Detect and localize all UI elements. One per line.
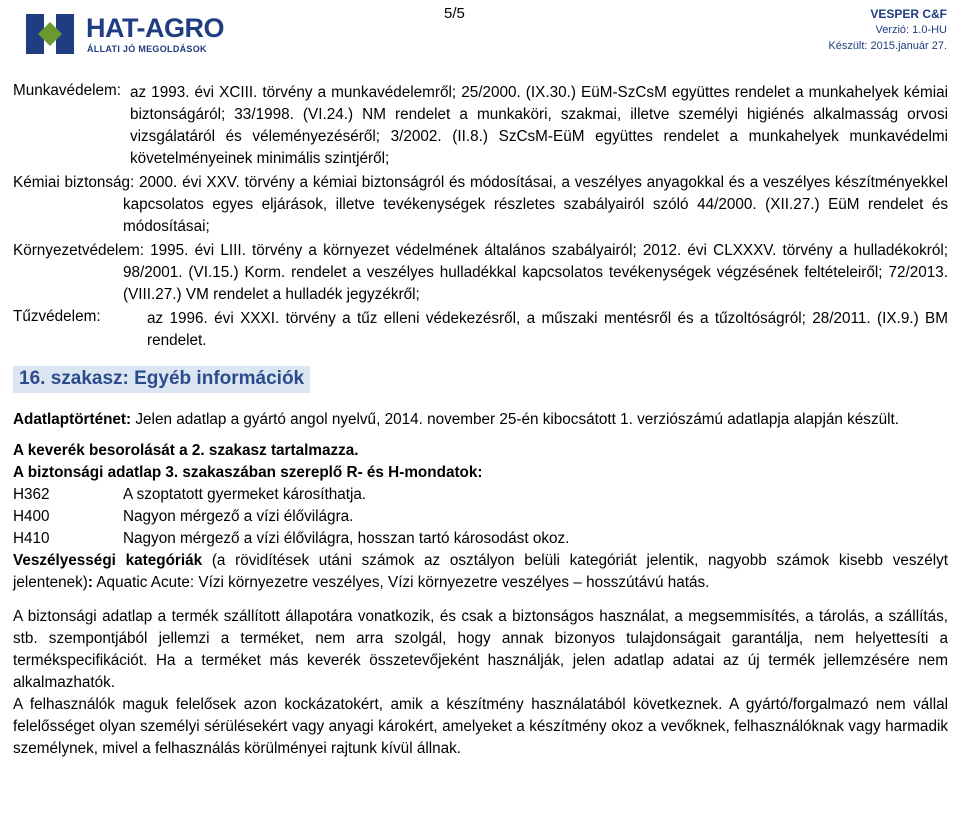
h-phrase-code: H400 bbox=[13, 508, 50, 525]
work-safety-label: Munkavédelem: bbox=[13, 82, 121, 99]
classification-note: A keverék besorolását a 2. szakasz tartalmazza. bbox=[13, 442, 359, 459]
h-phrase-row bbox=[13, 484, 948, 506]
h-phrase-text: A szoptatott gyermeket károsíthatja. bbox=[123, 486, 367, 503]
work-safety-regulation bbox=[13, 82, 948, 170]
version-label: Verzió: 1.0-HU bbox=[875, 24, 947, 36]
logo-tagline: ÁLLATI JÓ MEGOLDÁSOK bbox=[87, 44, 207, 54]
h-phrase-code: H362 bbox=[13, 486, 50, 503]
h-phrase-row bbox=[13, 506, 948, 528]
document-meta bbox=[828, 6, 947, 54]
page-header bbox=[0, 0, 960, 64]
history-label: Adatlaptörténet: bbox=[13, 411, 132, 428]
h-phrase-row bbox=[13, 528, 948, 550]
hazard-categories-label: Veszélyességi kategóriák bbox=[13, 552, 203, 569]
disclaimer-paragraph: A biztonsági adatlap a termék szállított állapotára vonatkozik, és csak a biztonságos használat, a megsemmisítés, a tárolás, a szállítás, stb. szempontjából jellemzi a terméket, nem arra szolgál, hogy annak bizonyos tulajdonságait garantálja, nem helyettesíti a termékspecifikációt. Ha a terméket más keverék összetevőjeként használják, jelen adatlap adatai az új termék jellemzésére nem alkalmazhatók. bbox=[13, 608, 948, 691]
product-name: VESPER C&F bbox=[870, 7, 947, 21]
section-16-title: 16. szakasz: Egyéb információk bbox=[13, 366, 310, 393]
h-phrase-text: Nagyon mérgező a vízi élővilágra. bbox=[123, 508, 354, 525]
work-safety-text: az 1993. évi XCIII. törvény a munkavédelemről; 25/2000. (IX.30.) EüM-SzCsM együttes rendelet a munkahelyek kémiai biztonságáról; 33/1998. (VI.24.) NM rendelet a munkaköri, szakmai, illetve személyi higiénés alkalmasság orvosi vizsgálatáról és véleményezéséről; 3/2002. (II.8.) SzCsM-EüM együttes rendelet a munkahelyek munkavédelmi követelményeinek minimális szintjéről; bbox=[129, 84, 948, 167]
h-phrase-text: Nagyon mérgező a vízi élővilágra, hosszan tartó károsodást okoz. bbox=[123, 530, 570, 547]
fire-label: Tűzvédelem: bbox=[13, 308, 101, 325]
prepared-date: Készült: 2015.január 27. bbox=[828, 40, 947, 52]
page-number: 5/5 bbox=[444, 5, 465, 22]
fire-text: az 1996. évi XXXI. törvény a tűz elleni védekezésről, a műszaki mentésről és a tűzoltóságról; 28/2011. (IX.9.) BM rendelet. bbox=[147, 310, 948, 349]
history-text: Jelen adatlap a gyártó angol nyelvű, 2014. november 25-én kibocsátott 1. verziószámú adatlapja alapján készült. bbox=[131, 411, 900, 428]
fire-protection-regulation bbox=[13, 308, 948, 352]
chemical-safety-regulation: Kémiai biztonság: 2000. évi XXV. törvény a kémiai biztonságról és módosításai, a veszélyes anyagokkal és a veszélyes készítményekkel kapcsolatos egyes eljárások, illetve tevékenységek részletes szabályairól szóló 44/2000. (XII.27.) EüM rendelet és módosításai; bbox=[13, 174, 948, 235]
logo-name: HAT-AGRO bbox=[86, 13, 224, 43]
company-logo bbox=[20, 8, 224, 58]
environment-regulation: Környezetvédelem: 1995. évi LIII. törvény a környezet védelmének általános szabályairól; 2012. évi CLXXXV. törvény a hulladékokról; 98/2001. (VI.15.) Korm. rendelet a veszélyes hulladékkal kapcsolatos tevékenységek végzésének feltételeiről; 72/2013. (VIII.27.) VM rendelet a hulladék jegyzékről; bbox=[13, 242, 948, 303]
hazard-categories: Veszélyességi kategóriák (a rövidítések utáni számok az osztályon belüli kategóriát jelentik, nagyobb számok kisebb veszélyt jelentenek): Aquatic Acute: Vízi környezetre veszélyes, Vízi környezetre veszélyes – hosszútávú hatás. bbox=[13, 552, 949, 591]
document-body bbox=[13, 82, 948, 760]
phrases-note: A biztonsági adatlap 3. szakaszában szereplő R- és H-mondatok: bbox=[13, 464, 483, 481]
sheet-history bbox=[13, 409, 948, 431]
h-phrase-code: H410 bbox=[13, 530, 50, 547]
logo-emblem-icon bbox=[20, 8, 80, 60]
liability-paragraph: A felhasználók maguk felelősek azon kockázatokért, amik a készítmény használatából következnek. A gyártó/forgalmazó nem vállal felelősséget olyan személyi sérülésekért vagy anyagi károkért, amelyeket a készítmény okoz a vevőknek, felhasználóknak vagy harmadik személynek, mivel a felhasználás körülményei rajtunk kívül állnak. bbox=[13, 696, 948, 757]
